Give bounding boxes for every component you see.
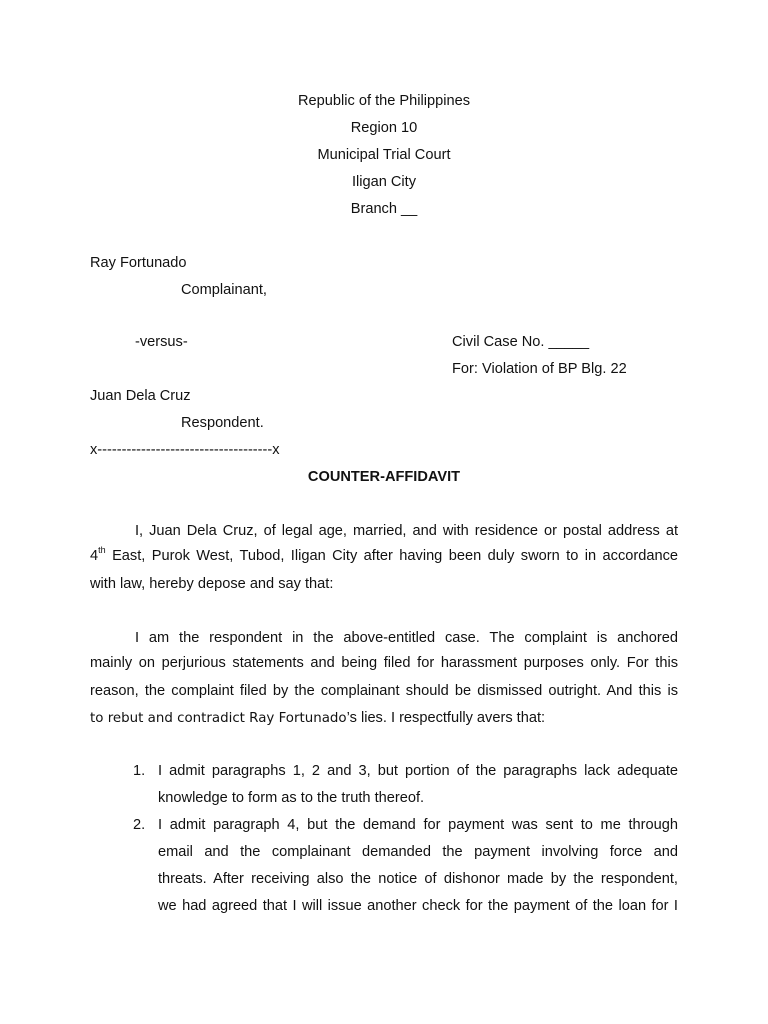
intro-line-1: I, Juan Dela Cruz, of legal age, married, and with residence or postal address at xyxy=(135,523,678,539)
complainant-name: Ray Fortunado xyxy=(90,255,187,271)
court-branch: Branch __ xyxy=(350,201,418,217)
para2-line-3: reason, the complaint filed by the complainant should be dismissed outright. And this is xyxy=(90,683,678,699)
para2-line-4: to rebut and contradict Ray Fortunado’s lies. I respectfully avers that: xyxy=(90,710,546,726)
versus-label: -versus- xyxy=(135,334,188,350)
respondent-name: Juan Dela Cruz xyxy=(90,388,191,404)
item-2-line-1: I admit paragraph 4, but the demand for payment was sent to me through xyxy=(158,817,678,833)
item-2-line-3: threats. After receiving also the notice of dishonor made by the respondent, xyxy=(158,871,678,887)
caption-separator: x------------------------------------x xyxy=(90,442,280,458)
complainant-role: Complainant, xyxy=(181,282,267,298)
document-title: COUNTER-AFFIDAVIT xyxy=(307,469,461,485)
intro-line-3: with law, hereby depose and say that: xyxy=(90,576,334,592)
court-name: Municipal Trial Court xyxy=(317,147,451,163)
court-country: Republic of the Philippines xyxy=(298,93,470,109)
respondent-role: Respondent. xyxy=(181,415,264,431)
court-city: Iligan City xyxy=(351,174,417,190)
para2-line-2: mainly on perjurious statements and being filed for harassment purposes only. For this xyxy=(90,655,678,671)
case-subject: For: Violation of BP Blg. 22 xyxy=(452,361,627,377)
item-1-line-1: I admit paragraphs 1, 2 and 3, but portion of the paragraphs lack adequate xyxy=(158,763,678,779)
item-2-number: 2. xyxy=(133,817,146,833)
item-1-line-2: knowledge to form as to the truth thereof. xyxy=(158,790,425,806)
item-1-number: 1. xyxy=(133,763,146,779)
para2-line-1: I am the respondent in the above-entitled case. The complaint is anchored xyxy=(135,630,678,646)
item-2-line-2: email and the complainant demanded the payment involving force and xyxy=(158,844,678,860)
court-region: Region 10 xyxy=(350,120,418,136)
item-2-line-4: we had agreed that I will issue another check for the payment of the loan for I xyxy=(158,898,678,914)
intro-line-2: 4th East, Purok West, Tubod, Iligan City after having been duly sworn to in accordance xyxy=(90,545,678,564)
case-number: Civil Case No. _____ xyxy=(452,334,590,350)
